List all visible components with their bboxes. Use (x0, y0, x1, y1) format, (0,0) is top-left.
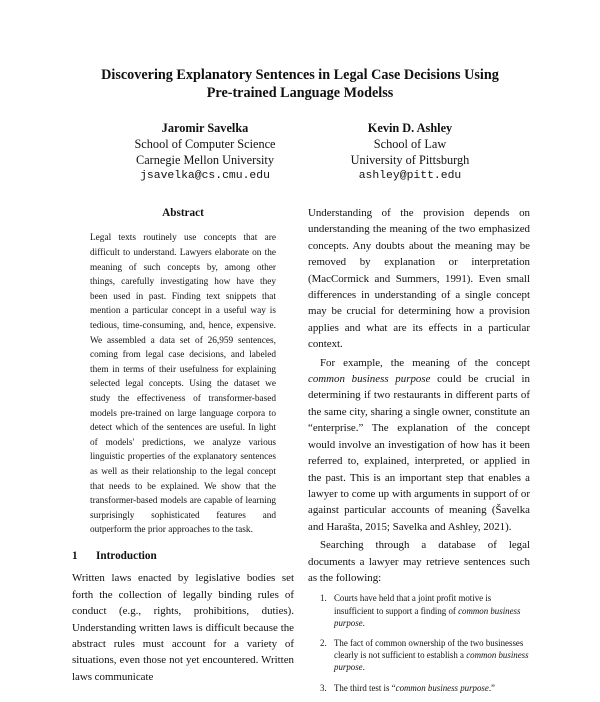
section-title: Introduction (96, 549, 157, 562)
title-line-2: Pre-trained Language Modelss (206, 84, 394, 101)
body-paragraph-1: Understanding of the provision depends on understanding the meaning of the two emphasized concepts. Any doubts about the meaning may be removed by explanation or interpretation (MacCormick and Summers, 1991). Even small differences in understanding of a single concept may be crucial for determining how a provision applies and what are its effects in a particular context. (308, 207, 530, 351)
author-name: Kevin D. Ashley (367, 121, 453, 135)
author-block-1 (115, 120, 295, 184)
author-affiliation: Carnegie Mellon University (136, 153, 274, 167)
paragraph-text: could be crucial in determining if two restaurants in different parts of the same city, sharing a single owner, constitute an “enterprise.” The explanation of the concept would involve an investigation of how has it been referred to, explained, interpreted, or applied in the past. This is an important step that enables a lawyer to come up with arguments in support of or against particular accounts of meaning (Šavelka and Harašta, 2015; Savelka and Ashley, 2021). (308, 373, 530, 533)
author-block-2 (320, 120, 500, 184)
section-number: 1 (72, 549, 78, 562)
list-text (334, 637, 530, 674)
emphasized-term: common business purpose (395, 682, 489, 693)
example-text: The third test is “ (334, 682, 396, 693)
example-text: . (362, 662, 365, 673)
abstract-text: Legal texts routinely use concepts that are difficult to understand. Lawyers elaborate on the meaning of such concepts by, among other things, carefully investigating how have they been used in past. Finding text snippets that mention a particular concept in a useful way is tedious, time-consuming, and, hence, expensive. We assembled a data set of 26,959 sentences, coming from legal case decisions, and labeled them in terms of their usefulness for explaining selected legal concepts. Using the dataset we study the effectiveness of transformer-based models pre-trained on large language corpora to detect which of the sentences are useful. In light of models' predictions, we analyze various linguistic properties of the explanatory sentences as well as their relationship to the legal concept that needs to be explained. We show that the transformer-based models are capable of learning surprisingly sophisticated features and outperform the prior approaches to the task. (90, 233, 276, 536)
body-paragraph-3: Searching through a database of legal documents a lawyer may retrieve sentences such as the following: (308, 539, 530, 584)
author-affiliation: University of Pittsburgh (350, 153, 470, 167)
list-item (320, 682, 530, 694)
list-item (320, 592, 530, 629)
abstract-heading: Abstract (162, 207, 204, 219)
emphasized-term: common business purpose (308, 373, 431, 386)
author-email: jsavelka@cs.cmu.edu (140, 170, 270, 182)
right-column (308, 205, 530, 702)
left-column (72, 205, 294, 685)
example-list (308, 592, 530, 693)
example-text: . (362, 617, 365, 628)
author-email: ashley@pitt.edu (358, 170, 462, 182)
list-text (334, 682, 530, 694)
list-item (320, 637, 530, 674)
example-text: .” (488, 682, 495, 693)
list-text (334, 592, 530, 629)
paper-title (60, 67, 540, 102)
emphasized-term: common business purpose (334, 650, 529, 673)
author-department: School of Computer Science (134, 137, 276, 151)
list-number: 2. (320, 637, 327, 648)
author-name: Jaromir Savelka (161, 121, 249, 135)
emphasized-term: common business purpose (334, 605, 521, 628)
author-department: School of Law (373, 137, 447, 151)
body-paragraph-2 (308, 355, 530, 535)
intro-paragraph: Written laws enacted by legislative bodies set forth the collection of legally binding rules of conduct (e.g., rights, prohibitions, duties). Understanding written laws is difficult because the abstract rules must account for a variety of situations, even those not yet encountered. Written laws communicate (72, 572, 294, 683)
example-text: The fact of common ownership of the two businesses clearly is not sufficient to establish a (334, 637, 524, 661)
paragraph-text: For example, the meaning of the concept (320, 356, 530, 369)
example-text: Courts have held that a joint profit motive is insufficient to support a finding of (334, 593, 492, 616)
section-heading-introduction (72, 548, 294, 564)
title-line-1: Discovering Explanatory Sentences in Legal Case Decisions Using (101, 67, 499, 83)
list-number: 1. (320, 593, 327, 604)
list-number: 3. (320, 682, 327, 693)
